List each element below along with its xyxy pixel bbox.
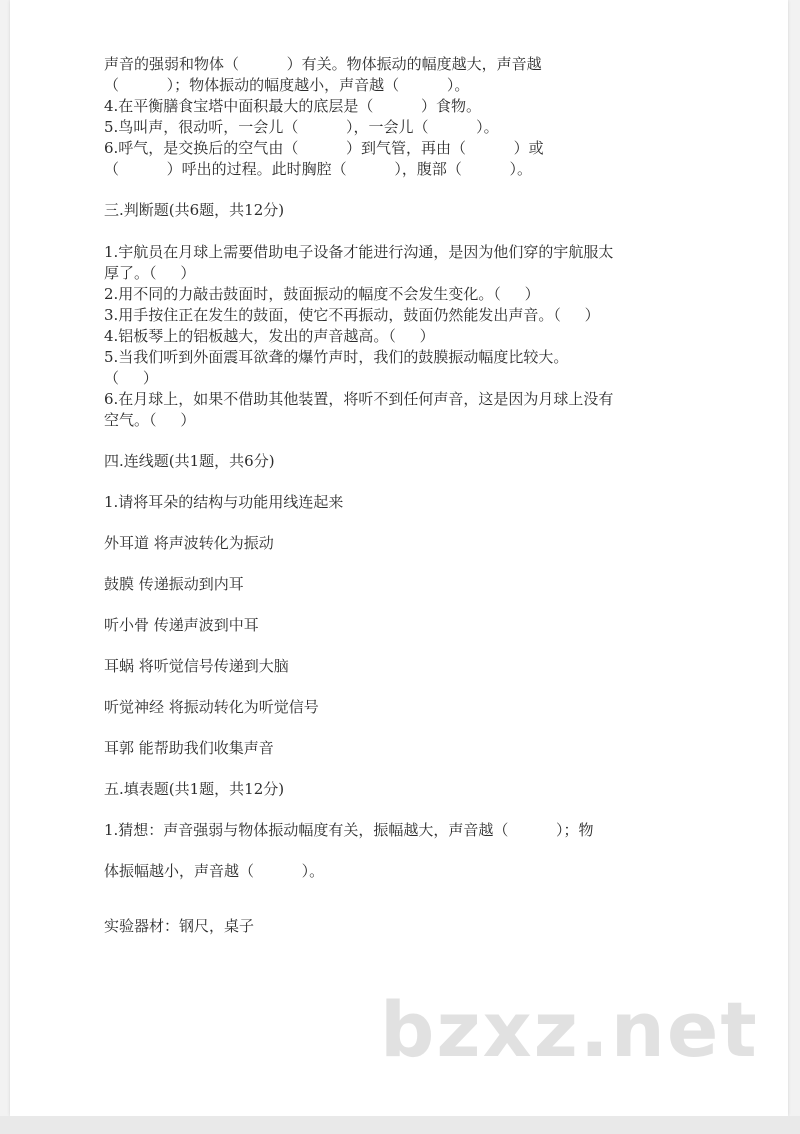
text-line: 声音的强弱和物体（ ）有关。物体振动的幅度越大，声音越: [104, 55, 542, 73]
section-3-heading: 三.判断题(共6题，共12分): [104, 201, 285, 219]
document-content: [104, 54, 690, 937]
match-item: 外耳道 将声波转化为振动: [104, 534, 274, 552]
text-line: 6.呼气，是交换后的空气由（ ）到气管，再由（ ）或: [104, 139, 544, 157]
experiment-materials: 实验器材：钢尺，桌子: [104, 917, 255, 935]
question-line: 厚了。（ ）: [104, 264, 196, 282]
match-item: 鼓膜 传递振动到内耳: [104, 575, 244, 593]
question-line: 1.宇航员在月球上需要借助电子设备才能进行沟通，是因为他们穿的宇航服太: [104, 243, 614, 261]
page-bottom-bar: [0, 1116, 800, 1134]
text-line: 5.鸟叫声，很动听，一会儿（ ），一会儿（ ）。: [104, 118, 499, 136]
question-line: 2.用不同的力敲击鼓面时，鼓面振动的幅度不会发生变化。（ ）: [104, 285, 540, 303]
section-5-question-line: 体振幅越小，声音越（ ）。: [104, 862, 325, 880]
match-item: 听觉神经 将振动转化为听觉信号: [104, 698, 319, 716]
text-line: （ ）；物体振动的幅度越小，声音越（ ）。: [104, 76, 470, 94]
match-item: 耳蜗 将听觉信号传递到大脑: [104, 657, 289, 675]
question-line: 4.铝板琴上的铝板越大，发出的声音越高。（ ）: [104, 327, 435, 345]
question-line: 空气。（ ）: [104, 411, 196, 429]
question-line: 5.当我们听到外面震耳欲聋的爆竹声时，我们的鼓膜振动幅度比较大。: [104, 348, 569, 366]
section-5-question-line: 1.猜想：声音强弱与物体振动幅度有关，振幅越大，声音越（ ）；物: [104, 821, 594, 839]
question-line: 6.在月球上，如果不借助其他装置，将听不到任何声音，这是因为月球上没有: [104, 390, 614, 408]
site-watermark: bzxz.net: [380, 985, 759, 1074]
section-4-heading: 四.连线题(共1题，共6分): [104, 452, 275, 470]
section-4-question: 1.请将耳朵的结构与功能用线连起来: [104, 493, 344, 511]
question-line: （ ）: [104, 369, 158, 387]
section-3-questions: [104, 242, 690, 431]
section-5-heading: 五.填表题(共1题，共12分): [104, 780, 285, 798]
section-2-continuation: [104, 54, 690, 180]
match-item: 耳郭 能帮助我们收集声音: [104, 739, 274, 757]
text-line: 4.在平衡膳食宝塔中面积最大的底层是（ ）食物。: [104, 97, 481, 115]
match-item: 听小骨 传递声波到中耳: [104, 616, 259, 634]
question-line: 3.用手按住正在发生的鼓面，使它不再振动，鼓面仍然能发出声音。（ ）: [104, 306, 600, 324]
text-line: （ ）呼出的过程。此时胸腔（ ），腹部（ ）。: [104, 160, 533, 178]
